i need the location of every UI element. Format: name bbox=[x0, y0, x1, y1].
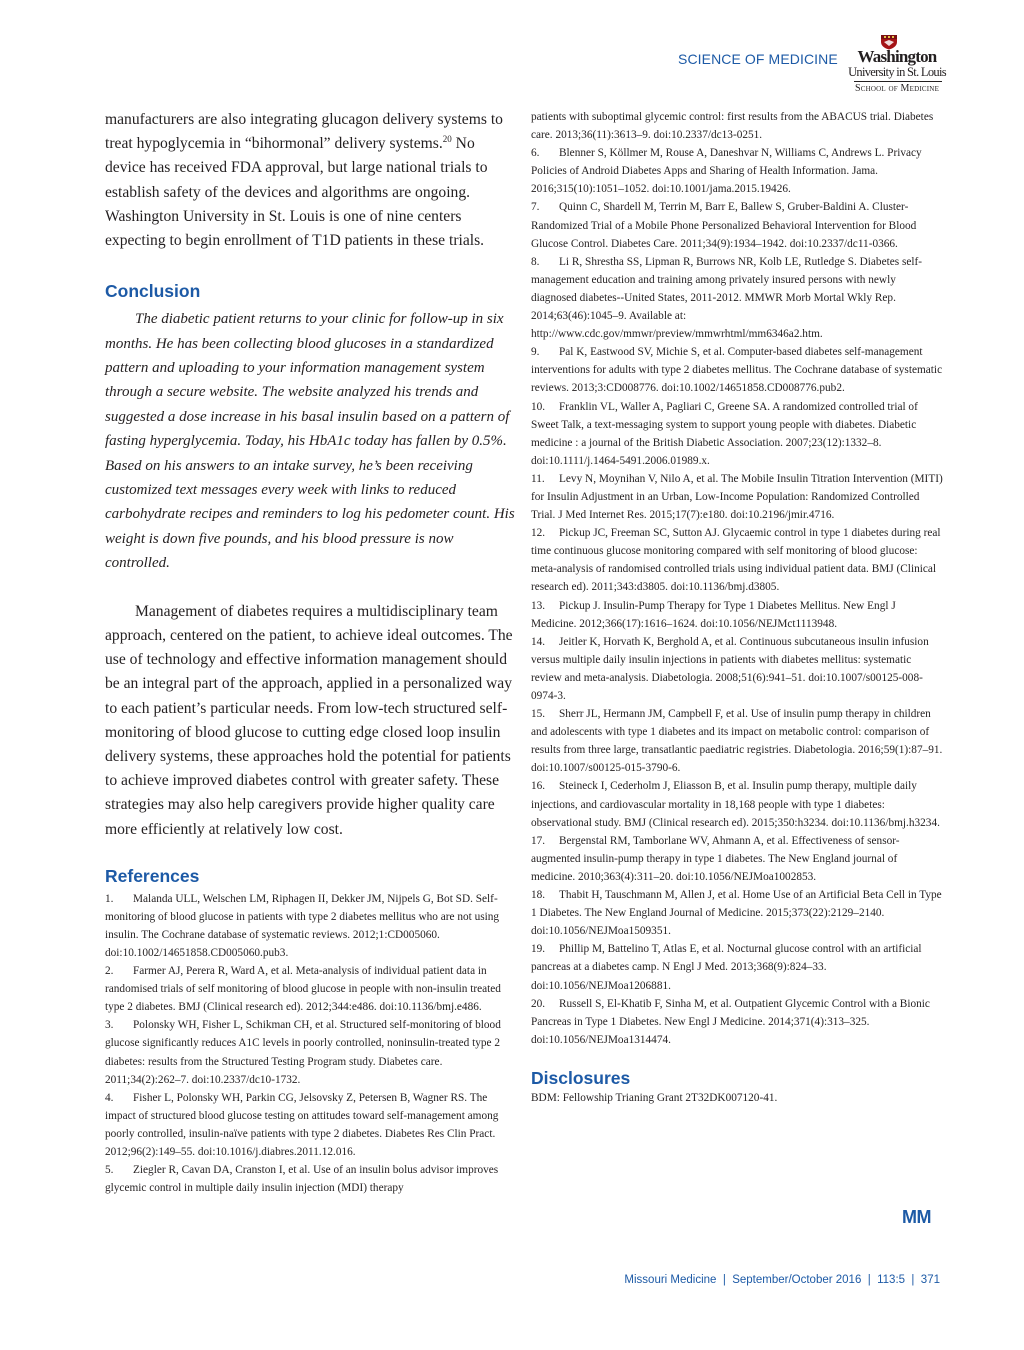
reference-number: 5. bbox=[105, 1164, 114, 1177]
reference-number: 17. bbox=[531, 834, 546, 847]
intro-paragraph-start: manufacturers are also integrating glucagon delivery systems to treat hypoglycemia in “bihormonal” delivery systems. bbox=[105, 111, 503, 153]
reference-text: Polonsky WH, Fisher L, Schikman CH, et al. Structured self-monitoring of blood glucose significantly reduces A1C levels in poorly controlled, noninsulin-treated type 2 diabetes: results from the Structured Testing Program study. Diabetes care. 2011;34(2):262–7. doi:10.2337/dc10-1732. bbox=[105, 1019, 501, 1086]
reference-number: 14. bbox=[531, 635, 546, 648]
reference-text: Russell S, El-Khatib F, Sinha M, et al. Outpatient Glycemic Control with a Bionic Pancreas in Type 1 Diabetes. New Engl J Medicine. 2014;371(4):313–325. doi:10.1056/NEJMoa1314474. bbox=[531, 997, 930, 1046]
reference-number: 10. bbox=[531, 400, 546, 413]
reference-continuation: patients with suboptimal glycemic control: first results from the ABACUS trial. Diabetes care. 2013;36(11):3613–9. doi:10.2337/dc13-0251. bbox=[531, 111, 934, 142]
reference-text: Franklin VL, Waller A, Pagliari C, Greene SA. A randomized controlled trial of Sweet Talk, a text-messaging system to support young people with diabetes. Diabetic medicine : a journal of the British Diabetic Association. 2007;23(12):1332–8. doi:10.1111/j.1464-5491.2006.01989.x. bbox=[531, 400, 918, 467]
references-heading: References bbox=[105, 865, 200, 886]
reference-item bbox=[105, 962, 517, 1016]
reference-item bbox=[531, 832, 943, 886]
page-footer: Missouri Medicine | September/October 2016 | 113:5 | 371 bbox=[624, 1274, 940, 1286]
disclosures-heading: Disclosures bbox=[531, 1067, 631, 1088]
left-column bbox=[105, 108, 517, 1197]
reference-number: 6. bbox=[531, 147, 540, 160]
reference-text: Pickup JC, Freeman SC, Sutton AJ. Glycaemic control in type 1 diabetes during real time continuous glucose monitoring compared with self monitoring of blood glucose: meta-analysis of randomised controlled trials using individual patient data. BMJ (Clinical research ed). 2011;343:d3805. doi:10.1136/bmj.d3805. bbox=[531, 527, 941, 594]
management-paragraph: Management of diabetes requires a multidisciplinary team approach, centered on the patient, to achieve ideal outcomes. The use of technology and effective information management should be an integral part of the approach, applied in a personalized way to each patient’s particular needs. From low-tech structured self-monitoring of blood glucose to cutting edge closed loop insulin delivery systems, these approaches hold the potential for patients to achieve improved diabetes control with greater safety. These strategies may also help caregivers provide higher quality care more efficiently at relatively low cost. bbox=[105, 602, 513, 838]
reference-number: 8. bbox=[531, 255, 540, 268]
mm-logo: MM bbox=[902, 1207, 931, 1227]
references-list-left bbox=[105, 890, 517, 1198]
reference-item bbox=[105, 890, 517, 962]
reference-text: Pal K, Eastwood SV, Michie S, et al. Computer-based diabetes self-management interventions for adults with type 2 diabetes mellitus. The Cochrane database of systematic reviews. 2013;3:CD008776. doi:10.1002/14651858.CD008776.pub2. bbox=[531, 346, 943, 395]
reference-number: 15. bbox=[531, 708, 546, 721]
conclusion-heading: Conclusion bbox=[105, 281, 201, 302]
reference-item bbox=[531, 777, 943, 831]
reference-number: 2. bbox=[105, 965, 114, 978]
reference-item bbox=[105, 1089, 517, 1161]
reference-number: 16. bbox=[531, 780, 546, 793]
reference-text: Malanda ULL, Welschen LM, Riphagen II, Dekker JM, Nijpels G, Bot SD. Self-monitoring of blood glucose in patients with type 2 diabetes mellitus who are not using insulin. The Cochrane database of systematic reviews. 2012;1:CD005060. doi:10.1002/14651858.CD005060.pub3. bbox=[105, 892, 500, 959]
reference-text: Levy N, Moynihan V, Nilo A, et al. The Mobile Insulin Titration Intervention (MITI) for Insulin Adjustment in an Urban, Low-Income Population: Randomized Controlled Trial. J Med Internet Res. 2015;17(7):e180. doi:10.2196/jmir.4716. bbox=[531, 472, 943, 522]
logo-line-washington: Washington bbox=[857, 47, 937, 66]
reference-item bbox=[531, 524, 943, 596]
reference-text: Bergenstal RM, Tamborlane WV, Ahmann A, et al. Effectiveness of sensor-augmented insulin-pump therapy in type 1 diabetes. The New England journal of medicine. 2010;363(4):311–20. doi:10.1056/NEJMoa1002853. bbox=[531, 834, 900, 883]
reference-item bbox=[531, 995, 943, 1049]
reference-text: Thabit H, Tauschmann M, Allen J, et al. Home Use of an Artificial Beta Cell in Type 1 Diabetes. The New England Journal of Medicine. 2015;373(22):2129–2140. doi:10.1056/NEJMoa1509351. bbox=[531, 889, 942, 938]
reference-text: Steineck I, Cederholm J, Eliasson B, et al. Insulin pump therapy, multiple daily injections, and cardiovascular mortality in 18,168 people with type 1 diabetes: observational study. BMJ (Clinical research ed). 2015;350:h3234. doi:10.1136/bmj.h3234. bbox=[531, 780, 940, 829]
intro-paragraph-end: No device has received FDA approval, but large national trials to establish safety of the devices and algorithms are ongoing. Washington University in St. Louis is one of nine centers expecting to begin enrollment of T1D patients in these trials. bbox=[105, 135, 488, 250]
reference-number: 18. bbox=[531, 889, 546, 902]
case-summary-paragraph: The diabetic patient returns to your clinic for follow-up in six months. He has been collecting blood glucoses in a standardized pattern and uploading to your information management system through a secure website. The website analyzed his trends and suggested a dose increase in his basal insulin based on a pattern of fasting hyperglycemia. Today, his HbA1c today has fallen by 0.5%. Based on his answers to an intake survey, he’s been receiving customized text messages every week with links to reduced carbohydrate recipes and reminders to log his pedometer count. His weight is down five pounds, and his blood pressure is now controlled. bbox=[105, 311, 515, 572]
reference-text: Farmer AJ, Perera R, Ward A, et al. Meta-analysis of individual patient data in randomised trials of self monitoring of blood glucose in people with non-insulin treated type 2 diabetes. BMJ (Clinical research ed). 2012;344:e486. doi:10.1136/bmj.e486. bbox=[105, 965, 501, 1014]
reference-item bbox=[531, 198, 943, 252]
reference-number: 20. bbox=[531, 997, 546, 1010]
reference-item bbox=[105, 1016, 517, 1088]
reference-text: Blenner S, Köllmer M, Rouse A, Daneshvar N, Williams C, Andrews L. Privacy Policies of Android Diabetes Apps and Sharing of Health Information. Jama. 2016;315(10):1051–1052. doi:10.1001/jama.2015.19426. bbox=[531, 147, 922, 196]
reference-item bbox=[105, 1161, 517, 1197]
reference-number: 1. bbox=[105, 892, 114, 905]
reference-item bbox=[531, 940, 943, 994]
reference-number: 4. bbox=[105, 1091, 114, 1104]
logo-line-university: University in St. Louis bbox=[848, 65, 946, 79]
citation-superscript: 20 bbox=[442, 134, 452, 145]
intro-paragraph bbox=[105, 108, 517, 253]
reference-number: 19. bbox=[531, 943, 546, 956]
section-title: SCIENCE OF MEDICINE bbox=[678, 51, 838, 67]
reference-item bbox=[531, 343, 943, 397]
reference-text: Ziegler R, Cavan DA, Cranston I, et al. Use of an insulin bolus advisor improves glycemic control in multiple daily insulin injection (MDI) therapy bbox=[105, 1164, 499, 1195]
reference-number: 9. bbox=[531, 346, 540, 359]
reference-text: Quinn C, Shardell M, Terrin M, Barr E, Ballew S, Gruber-Baldini A. Cluster-Randomized Trial of a Mobile Phone Personalized Behavioral Intervention for Blood Glucose Control. Diabetes Care. 2011;34(9):1934–1942. doi:10.2337/dc11-0366. bbox=[531, 201, 917, 250]
reference-item bbox=[531, 144, 943, 198]
reference-item bbox=[531, 470, 943, 524]
reference-number: 7. bbox=[531, 201, 540, 214]
reference-number: 3. bbox=[105, 1019, 114, 1032]
reference-text: Phillip M, Battelino T, Atlas E, et al. Nocturnal glucose control with an artificial pancreas at a diabetes camp. N Engl J Med. 2013;368(9):824–33. doi:10.1056/NEJMoa1206881. bbox=[531, 943, 922, 992]
reference-item bbox=[531, 886, 943, 940]
references-list-right bbox=[531, 144, 943, 1049]
logo-line-school: School of Medicine bbox=[854, 82, 940, 94]
right-column bbox=[531, 108, 943, 1107]
reference-number: 11. bbox=[531, 472, 545, 485]
reference-item bbox=[531, 398, 943, 470]
reference-text: Fisher L, Polonsky WH, Parkin CG, Jelsovsky Z, Petersen B, Wagner RS. The impact of structured blood glucose testing on attitudes toward self-management among poorly controlled, insulin-naïve patients with type 2 diabetes. Diabetes Res Clin Pract. 2012;96(2):149–55. doi:10.1016/j.diabres.2011.12.016. bbox=[105, 1091, 499, 1159]
reference-text: Pickup J. Insulin-Pump Therapy for Type 1 Diabetes Mellitus. New Engl J Medicine. 2012;366(17):1616–1624. doi:10.1056/NEJMct1113948. bbox=[531, 599, 896, 630]
reference-item bbox=[531, 597, 943, 633]
reference-item bbox=[531, 633, 943, 705]
logo-divider bbox=[854, 81, 942, 82]
reference-item bbox=[531, 705, 943, 777]
reference-text: Li R, Shrestha SS, Lipman R, Burrows NR, Kolb LE, Rutledge S. Diabetes self-management education and training among privately insured persons with newly diagnosed diabetes--United States, 2011-2012. MMWR Morb Mortal Wkly Rep. 2014;63(46):1045–9. Available at: http://www.cdc.gov/mmwr/preview/mmwrhtml/mm6346a2.htm. bbox=[531, 255, 923, 341]
disclosures-text: BDM: Fellowship Trianing Grant 2T32DK007120-41. bbox=[531, 1091, 778, 1104]
reference-text: Jeitler K, Horvath K, Berghold A, et al. Continuous subcutaneous insulin infusion versus multiple daily insulin injections in patients with diabetes mellitus: systematic review and meta-analysis. Diabetologia. 2008;51(6):941–51. doi:10.1007/s00125-008-0974-3. bbox=[531, 635, 929, 702]
reference-number: 13. bbox=[531, 599, 546, 612]
reference-item bbox=[531, 253, 943, 343]
reference-text: Sherr JL, Hermann JM, Campbell F, et al. Use of insulin pump therapy in children and adolescents with type 1 diabetes and its impact on metabolic control: comparison of results from three large, transatlantic paediatric registries. Diabetologia. 2016;59(1):87–91. doi:10.1007/s00125-015-3790-6. bbox=[531, 708, 943, 775]
reference-number: 12. bbox=[531, 527, 546, 540]
